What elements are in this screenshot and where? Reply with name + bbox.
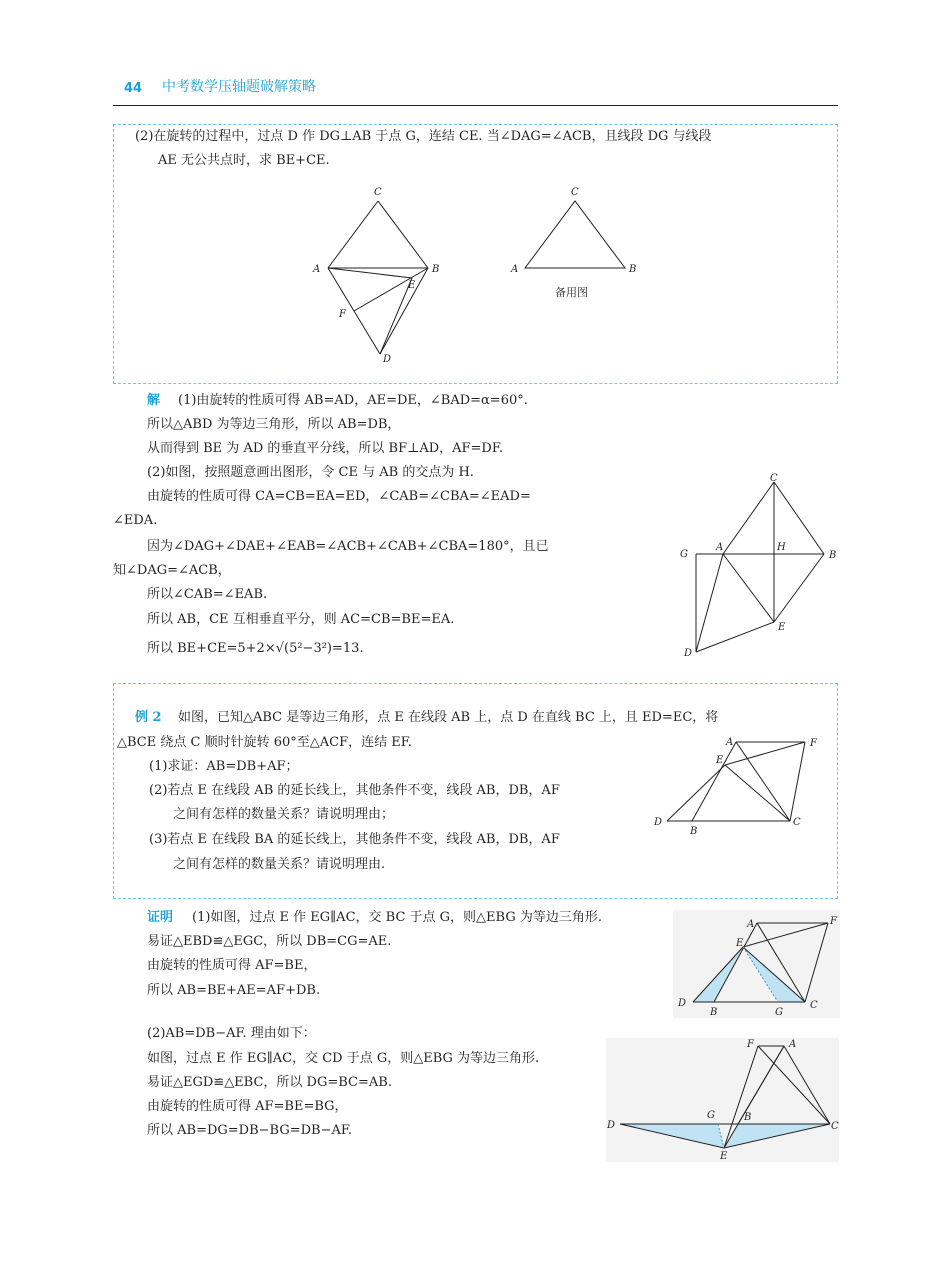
rotation-figure bbox=[300, 180, 470, 370]
spare-figure-caption: 备用图 bbox=[555, 286, 588, 299]
fig5-label-a: A bbox=[747, 919, 755, 930]
fig3-label-d: D bbox=[684, 648, 693, 659]
fig4-label-b: B bbox=[690, 826, 698, 837]
solution-figure bbox=[676, 470, 846, 660]
fig5-label-c: C bbox=[810, 1000, 818, 1011]
proof-line: 易证△EBD≌△EGC，所以 DB=CG=AE. bbox=[147, 934, 392, 949]
fig6-label-f: F bbox=[747, 1039, 754, 1050]
fig4-label-a: A bbox=[726, 737, 734, 748]
fig1-label-c: C bbox=[374, 187, 382, 198]
fig3-label-c: C bbox=[770, 473, 778, 484]
solution-line: 所以∠CAB=∠EAB. bbox=[147, 587, 268, 602]
proof-line: 所以 AB=BE+AE=AF+DB. bbox=[147, 983, 321, 998]
fig6-label-a: A bbox=[789, 1039, 797, 1050]
example-label: 例 2 bbox=[135, 710, 162, 725]
header-rule bbox=[113, 105, 838, 106]
fig4-label-f: F bbox=[810, 738, 817, 749]
book-title: 中考数学压轴题破解策略 bbox=[162, 79, 316, 95]
solution-line: 所以△ABD 为等边三角形，所以 AB=DB， bbox=[147, 417, 401, 432]
proof-figure-2 bbox=[606, 1038, 839, 1162]
example-question-3a: (3)若点 E 在线段 BA 的延长线上，其他条件不变，线段 AB，DB，AF bbox=[149, 832, 560, 847]
problem-line-1: (2)在旋转的过程中，过点 D 作 DG⊥AB 于点 G，连结 CE. 当∠DAG=∠ACB，且线段 DG 与线段 bbox=[135, 129, 712, 144]
fig5-label-e: E bbox=[736, 938, 744, 949]
fig2-label-b: B bbox=[629, 264, 637, 275]
solution-line: 知∠DAG=∠ACB， bbox=[113, 563, 231, 578]
fig5-label-d: D bbox=[678, 998, 687, 1009]
solution-line: 所以 BE+CE=5+2×√(5²−3²)=13. bbox=[147, 641, 364, 656]
fig2-label-a: A bbox=[511, 264, 519, 275]
proof-line: 易证△EGD≌△EBC，所以 DG=BC=AB. bbox=[147, 1075, 392, 1090]
fig4-label-e: E bbox=[716, 755, 724, 766]
fig4-label-d: D bbox=[654, 817, 663, 828]
fig3-label-e: E bbox=[778, 622, 786, 633]
fig3-label-h: H bbox=[777, 542, 786, 553]
fig5-label-f: F bbox=[830, 916, 837, 927]
fig1-label-d: D bbox=[383, 354, 392, 365]
solution-line: 由旋转的性质可得 CA=CB=EA=ED，∠CAB=∠CBA=∠EAD= bbox=[147, 489, 531, 504]
fig6-label-c: C bbox=[831, 1121, 839, 1132]
proof-figure-1 bbox=[673, 910, 840, 1018]
solution-line: (2)如图，按照题意画出图形，令 CE 与 AB 的交点为 H. bbox=[147, 465, 474, 480]
solution-line: (1)由旋转的性质可得 AB=AD，AE=DE，∠BAD=α=60°. bbox=[178, 393, 528, 408]
fig3-label-a: A bbox=[716, 542, 724, 553]
proof-lead: 证明 bbox=[147, 910, 174, 925]
example-line-2: △BCE 绕点 C 顺时针旋转 60°至△ACF，连结 EF. bbox=[117, 735, 412, 750]
proof-line: 由旋转的性质可得 AF=BE， bbox=[147, 958, 317, 973]
fig2-label-c: C bbox=[571, 187, 579, 198]
solution-lead: 解 bbox=[147, 393, 161, 408]
problem-line-2: AE 无公共点时，求 BE+CE. bbox=[158, 153, 330, 168]
fig3-label-b: B bbox=[829, 550, 837, 561]
fig6-label-b: B bbox=[744, 1112, 752, 1123]
example-question-3b: 之间有怎样的数量关系？请说明理由. bbox=[173, 857, 386, 872]
proof-line: (1)如图，过点 E 作 EG∥AC，交 BC 于点 G，则△EBG 为等边三角形. bbox=[192, 910, 602, 925]
fig5-label-b: B bbox=[710, 1007, 718, 1018]
example-line-1: 如图，已知△ABC 是等边三角形，点 E 在线段 AB 上，点 D 在直线 BC 上，且 ED=EC，将 bbox=[178, 710, 719, 725]
example-question-2a: (2)若点 E 在线段 AB 的延长线上，其他条件不变，线段 AB，DB，AF bbox=[149, 783, 560, 798]
fig6-label-e: E bbox=[720, 1151, 728, 1162]
fig1-label-a: A bbox=[313, 264, 321, 275]
fig1-label-f: F bbox=[339, 309, 346, 320]
solution-line: 因为∠DAG+∠DAE+∠EAB=∠ACB+∠CAB+∠CBA=180°，且已 bbox=[147, 539, 549, 554]
solution-line: ∠EDA. bbox=[113, 513, 158, 528]
page-number: 44 bbox=[124, 81, 143, 96]
fig1-label-e: E bbox=[408, 280, 416, 291]
solution-line: 所以 AB，CE 互相垂直平分，则 AC=CB=BE=EA. bbox=[147, 612, 455, 627]
example-question-2b: 之间有怎样的数量关系？请说明理由； bbox=[173, 807, 395, 822]
fig1-label-b: B bbox=[432, 264, 440, 275]
fig6-label-d: D bbox=[607, 1120, 616, 1131]
fig3-label-g: G bbox=[680, 549, 688, 560]
fig5-label-g: G bbox=[775, 1007, 783, 1018]
fig6-label-g: G bbox=[707, 1110, 715, 1121]
example-figure bbox=[652, 732, 832, 842]
proof-line: (2)AB=DB−AF. 理由如下： bbox=[147, 1026, 316, 1041]
spare-figure bbox=[505, 180, 645, 280]
example-question-1: (1)求证：AB=DB+AF； bbox=[149, 759, 299, 774]
proof-line: 由旋转的性质可得 AF=BE=BG， bbox=[147, 1099, 348, 1114]
solution-line: 从而得到 BE 为 AD 的垂直平分线，所以 BF⊥AD，AF=DF. bbox=[147, 441, 503, 456]
proof-line: 所以 AB=DG=DB−BG=DB−AF. bbox=[147, 1123, 352, 1138]
proof-line: 如图，过点 E 作 EG∥AC，交 CD 于点 G，则△EBG 为等边三角形. bbox=[147, 1051, 540, 1066]
fig4-label-c: C bbox=[793, 817, 801, 828]
